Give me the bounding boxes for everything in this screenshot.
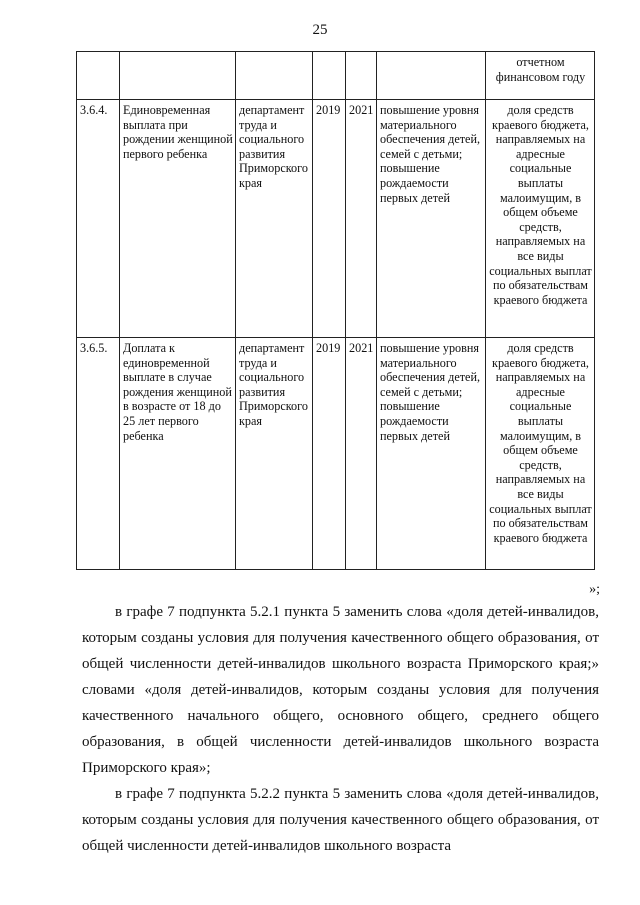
- table-cell: [120, 52, 236, 100]
- table-cell: [77, 52, 120, 100]
- table-cell-measure: Доплата к единовременной выплате в случае рождения женщиной в возрасте от 18 до 25 лет первого ребенка: [120, 338, 236, 570]
- closing-quote-mark: »;: [589, 582, 600, 597]
- table-cell: [313, 52, 346, 100]
- measures-table: [76, 51, 595, 570]
- table-cell-end-year: 2021: [346, 100, 377, 338]
- table-cell-result: повышение уровня материального обеспечения детей, семей с детьми; повышение рождаемости первых детей: [377, 100, 486, 338]
- table-cell-result: повышение уровня материального обеспечения детей, семей с детьми; повышение рождаемости первых детей: [377, 338, 486, 570]
- table-cell-executor: департамент труда и социального развития Приморского края: [236, 338, 313, 570]
- table-row: [77, 52, 595, 100]
- table-cell: [236, 52, 313, 100]
- table-cell-end-year: 2021: [346, 338, 377, 570]
- table-cell: [346, 52, 377, 100]
- table-cell-start-year: 2019: [313, 338, 346, 570]
- table-cell: [377, 52, 486, 100]
- table-cell-number: 3.6.5.: [77, 338, 120, 570]
- table-cell-executor: департамент труда и социального развития Приморского края: [236, 100, 313, 338]
- amendment-paragraph: в графе 7 подпункта 5.2.2 пункта 5 заменить слова «доля детей-инвалидов, которым созданы условия для получения качественного общего образования, от общей численности детей-инвалидов школьного возраста: [82, 786, 599, 854]
- table-cell-indicator: доля средств краевого бюджета, направляемых на адресные социальные выплаты малоимущим, в общем объеме средств, направляемых на все виды социальных выплат по обязательствам краевого бюджета: [486, 100, 595, 338]
- amendment-paragraph: в графе 7 подпункта 5.2.1 пункта 5 заменить слова «доля детей-инвалидов, которым созданы условия для получения качественного общего образования, от общей численности детей-инвалидов школьного возраста Приморского края;» словами «доля детей-инвалидов, которым созданы условия для получения качественного начального общего, основного общего, среднего общего образования, в общей численности детей-инвалидов школьного возраста Приморского края»;: [82, 604, 599, 776]
- page-number: 25: [312, 22, 328, 38]
- table-cell-indicator: доля средств краевого бюджета, направляемых на адресные социальные выплаты малоимущим, в общем объеме средств, направляемых на все виды социальных выплат по обязательствам краевого бюджета: [486, 338, 595, 570]
- table-cell-number: 3.6.4.: [77, 100, 120, 338]
- table-cell-measure: Единовременная выплата при рождении женщиной первого ребенка: [120, 100, 236, 338]
- table-row: [77, 338, 595, 570]
- table-cell-indicator: отчетном финансовом году: [486, 52, 595, 100]
- table-cell-start-year: 2019: [313, 100, 346, 338]
- table-row: [77, 100, 595, 338]
